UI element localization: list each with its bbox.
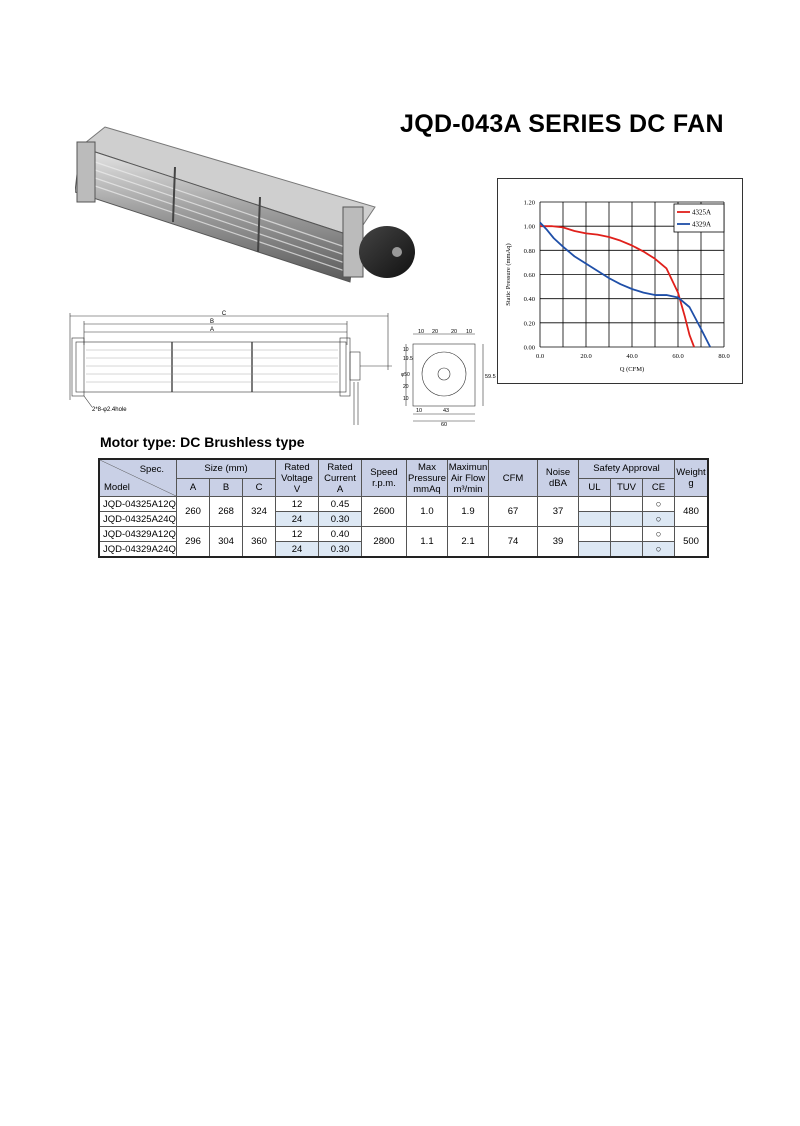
noise-cell: 37 <box>538 497 579 527</box>
safety-col-ul: UL <box>579 478 611 496</box>
size-col-c: C <box>243 478 276 496</box>
model-cell: JQD-04325A12Q <box>99 497 177 512</box>
size-a-cell: 296 <box>177 527 210 558</box>
current-cell: 0.40 <box>319 527 362 542</box>
model-cell: JQD-04325A24Q <box>99 512 177 527</box>
end-dim-right: 59.5 <box>485 374 496 380</box>
x-tick-label: 40.0 <box>626 353 638 360</box>
end-dim-top-4: 10 <box>465 329 473 335</box>
y-tick-label: 0.00 <box>523 344 535 352</box>
safety-header: Safety Approval <box>579 459 675 478</box>
tuv-cell <box>611 527 643 542</box>
page-title: JQD-043A SERIES DC FAN <box>400 110 724 138</box>
end-dim-bottom-2: 43 <box>442 408 450 414</box>
voltage-cell: 12 <box>276 497 319 512</box>
y-tick-label: 0.80 <box>523 247 535 255</box>
end-dim-top-2: 20 <box>431 329 439 335</box>
cfm-cell: 74 <box>489 527 538 558</box>
airflow-cell: 2.1 <box>448 527 489 558</box>
fan-product-image <box>75 112 420 292</box>
noise-header: Noise dBA <box>538 459 579 497</box>
ce-cell: ○ <box>643 527 675 542</box>
legend-label: 4325A <box>692 208 712 217</box>
pressure-cell: 1.0 <box>407 497 448 527</box>
end-dim-bottom-1: 10 <box>415 408 423 414</box>
ce-cell: ○ <box>643 497 675 512</box>
tuv-cell <box>611 497 643 512</box>
rated-current-header: Rated Current A <box>319 459 362 497</box>
size-c-cell: 324 <box>243 497 276 527</box>
voltage-cell: 24 <box>276 512 319 527</box>
weight-cell: 480 <box>675 497 709 527</box>
spec-table <box>98 458 709 558</box>
motor-type-heading: Motor type: DC Brushless type <box>100 434 305 450</box>
model-cell: JQD-04329A24Q <box>99 542 177 558</box>
ul-cell <box>579 512 611 527</box>
size-a-cell: 260 <box>177 497 210 527</box>
size-col-a: A <box>177 478 210 496</box>
spec-label: Spec. <box>139 464 164 475</box>
y-tick-label: 0.60 <box>523 272 535 279</box>
end-dim-left-4: 20 <box>403 384 409 390</box>
x-tick-label: 0.0 <box>535 353 545 360</box>
ul-cell <box>579 527 611 542</box>
y-tick-label: 0.20 <box>523 320 535 328</box>
size-b-cell: 304 <box>210 527 243 558</box>
side-view-drawing <box>62 310 392 430</box>
end-dim-left-3: φ50 <box>401 372 410 378</box>
current-cell: 0.30 <box>319 512 362 527</box>
size-c-cell: 360 <box>243 527 276 558</box>
x-tick-label: 80.0 <box>718 353 730 360</box>
voltage-cell: 12 <box>276 527 319 542</box>
safety-col-tuv: TUV <box>611 478 643 496</box>
tuv-cell <box>611 512 643 527</box>
current-cell: 0.45 <box>319 497 362 512</box>
max-pressure-header: Max Pressure mmAq <box>407 459 448 497</box>
end-dim-left-1: 10 <box>403 347 409 353</box>
x-axis-label: Q (CFM) <box>619 366 645 373</box>
chart-canvas <box>498 179 742 383</box>
size-b-cell: 268 <box>210 497 243 527</box>
model-label: Model <box>104 482 130 493</box>
end-dim-bottom-3: 60 <box>440 422 448 426</box>
weight-header: Weight g <box>675 459 709 497</box>
airflow-cell: 1.9 <box>448 497 489 527</box>
x-tick-label: 60.0 <box>672 353 684 360</box>
rated-voltage-header: Rated Voltage V <box>276 459 319 497</box>
spec-model-header <box>99 459 177 497</box>
ce-cell: ○ <box>643 512 675 527</box>
end-dim-top-3: 20 <box>450 329 458 335</box>
tuv-cell <box>611 542 643 558</box>
max-airflow-header: Maximun Air Flow m³/min <box>448 459 489 497</box>
ul-cell <box>579 542 611 558</box>
end-dim-left-2: 19.5 <box>403 356 413 362</box>
size-col-b: B <box>210 478 243 496</box>
dim-label-a: A <box>209 327 215 333</box>
ul-cell <box>579 497 611 512</box>
hole-note: 2*8-φ2.4hole <box>92 407 127 413</box>
speed-cell: 2600 <box>362 497 407 527</box>
legend-label: 4329A <box>692 220 712 229</box>
size-header: Size (mm) <box>177 459 276 478</box>
y-axis-label: Static Pressure (mmAq) <box>505 243 512 306</box>
current-cell: 0.30 <box>319 542 362 558</box>
end-dim-top-1: 10 <box>417 329 425 335</box>
noise-cell: 39 <box>538 527 579 558</box>
speed-cell: 2800 <box>362 527 407 558</box>
dim-label-b: B <box>209 319 215 325</box>
y-tick-label: 0.40 <box>523 296 535 304</box>
cfm-cell: 67 <box>489 497 538 527</box>
speed-header: Speed r.p.m. <box>362 459 407 497</box>
voltage-cell: 24 <box>276 542 319 558</box>
x-tick-label: 20.0 <box>580 353 592 360</box>
ce-cell: ○ <box>643 542 675 558</box>
table-row <box>99 497 708 512</box>
end-view-drawing <box>398 326 498 426</box>
cfm-header: CFM <box>489 459 538 497</box>
table-row <box>99 527 708 542</box>
performance-chart <box>497 178 743 384</box>
y-tick-label: 1.00 <box>523 223 535 231</box>
end-dim-left-5: 10 <box>403 396 409 402</box>
pressure-cell: 1.1 <box>407 527 448 558</box>
safety-col-ce: CE <box>643 478 675 496</box>
model-cell: JQD-04329A12Q <box>99 527 177 542</box>
y-tick-label: 1.20 <box>523 199 535 207</box>
weight-cell: 500 <box>675 527 709 558</box>
series-line-4329A <box>540 220 712 347</box>
dim-label-c: C <box>221 311 227 317</box>
